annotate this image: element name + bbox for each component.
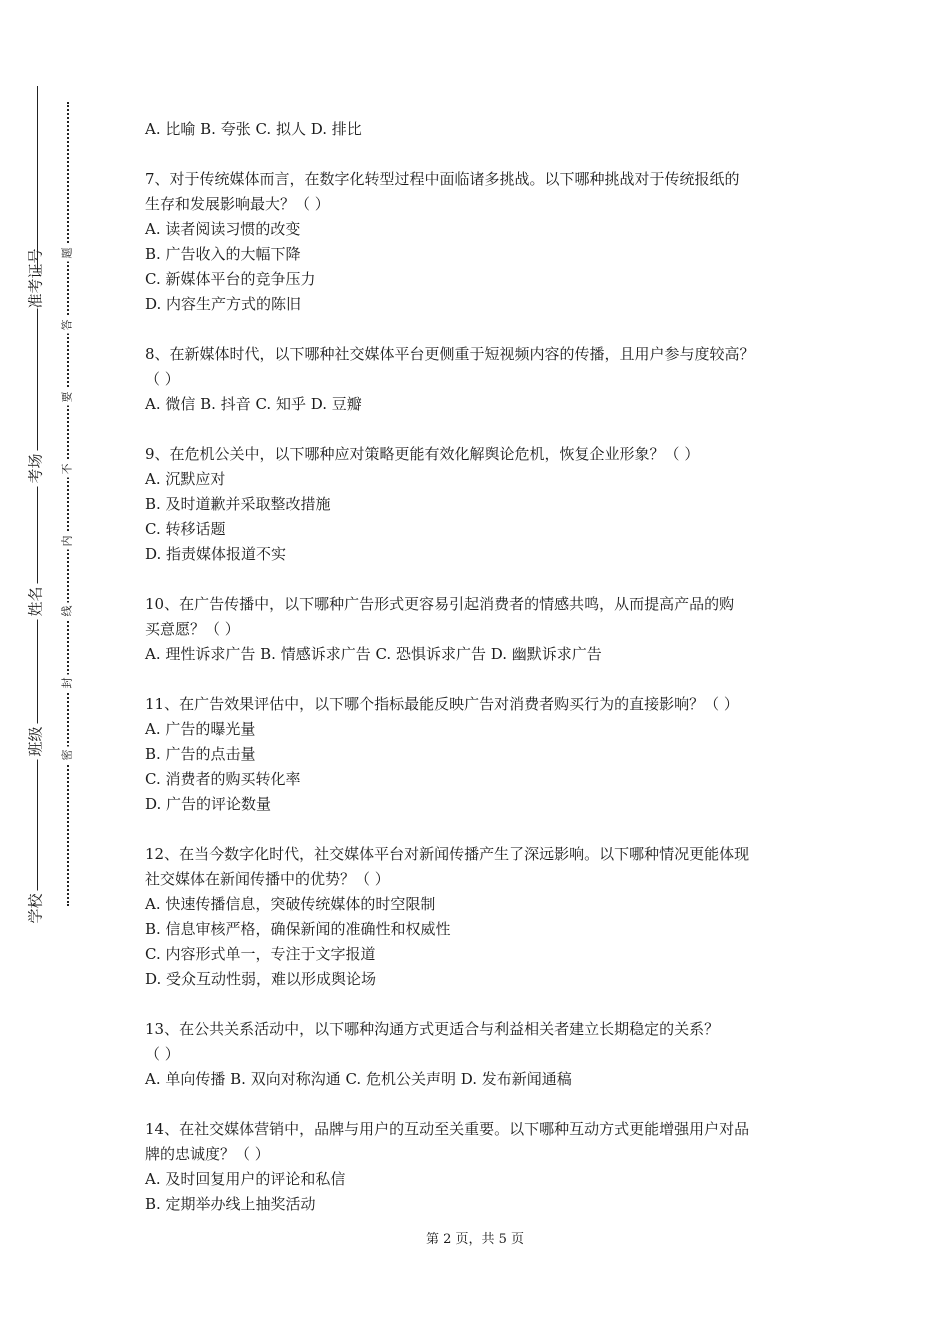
- question-stem: 8、在新媒体时代，以下哪种社交媒体平台更侧重于短视频内容的传播，且用户参与度较高？: [145, 345, 755, 363]
- option-d: D. 指责媒体报道不实: [145, 545, 287, 563]
- option-line: A. 微信 B. 抖音 C. 知乎 D. 豆瓣: [145, 395, 362, 413]
- option-b: B. 信息审核严格，确保新闻的准确性和权威性: [145, 920, 451, 938]
- question-10: [145, 592, 820, 667]
- option-a: A. 读者阅读习惯的改变: [145, 220, 301, 238]
- previous-question-options: [145, 117, 820, 142]
- school-label: 学校: [28, 891, 45, 927]
- page-footer: 第 2 页，共 5 页: [425, 1232, 525, 1247]
- option-a: A. 及时回复用户的评论和私信: [145, 1170, 346, 1188]
- option-b: B. 广告的点击量: [145, 745, 256, 763]
- option-c: C. 转移话题: [145, 520, 226, 538]
- option-line: A. 比喻 B. 夸张 C. 拟人 D. 排比: [145, 120, 362, 138]
- option-b: B. 及时道歉并采取整改措施: [145, 495, 331, 513]
- question-stem: （ ）: [145, 370, 180, 388]
- question-stem: 9、在危机公关中，以下哪种应对策略更能有效化解舆论危机，恢复企业形象？（ ）: [145, 445, 700, 463]
- seal-char: 要: [61, 389, 75, 406]
- option-c: C. 内容形式单一，专注于文字报道: [145, 945, 376, 963]
- seal-char: 线: [61, 603, 75, 620]
- exam-content: [145, 117, 820, 1242]
- seal-char: 不: [61, 461, 75, 478]
- question-stem: 12、在当今数字化时代，社交媒体平台对新闻传播产生了深远影响。以下哪种情况更能体现: [145, 845, 750, 863]
- question-stem: 7、对于传统媒体而言，在数字化转型过程中面临诸多挑战。以下哪种挑战对于传统报纸的: [145, 170, 740, 188]
- question-9: [145, 442, 820, 567]
- question-13: [145, 1017, 820, 1092]
- option-a: A. 沉默应对: [145, 470, 226, 488]
- seal-char: 题: [61, 245, 75, 262]
- seal-char: 密: [61, 747, 75, 764]
- exam-id-label: 准考证号: [26, 248, 45, 309]
- seal-dotted-line: [67, 102, 69, 906]
- option-line: A. 单向传播 B. 双向对称沟通 C. 危机公关声明 D. 发布新闻通稿: [145, 1070, 572, 1088]
- name-label: 姓名: [28, 584, 45, 620]
- option-b: B. 定期举办线上抽奖活动: [145, 1195, 316, 1213]
- question-stem: 买意愿？（ ）: [145, 620, 240, 638]
- question-8: [145, 342, 820, 417]
- question-stem: 社交媒体在新闻传播中的优势？（ ）: [145, 870, 390, 888]
- class-label: 班级: [28, 724, 45, 760]
- option-a: A. 广告的曝光量: [145, 720, 256, 738]
- option-c: C. 新媒体平台的竞争压力: [145, 270, 316, 288]
- question-stem: 牌的忠诚度？（ ）: [145, 1145, 270, 1163]
- binding-line: [37, 86, 38, 922]
- question-stem: （ ）: [145, 1045, 180, 1063]
- question-stem: 11、在广告效果评估中，以下哪个指标最能反映广告对消费者购买行为的直接影响？（ ）: [145, 695, 739, 713]
- question-stem: 13、在公共关系活动中，以下哪种沟通方式更适合与利益相关者建立长期稳定的关系？: [145, 1020, 720, 1038]
- option-d: D. 广告的评论数量: [145, 795, 272, 813]
- option-c: C. 消费者的购买转化率: [145, 770, 301, 788]
- question-stem: 14、在社交媒体营销中，品牌与用户的互动至关重要。以下哪种互动方式更能增强用户对品: [145, 1120, 750, 1138]
- question-7: [145, 167, 820, 317]
- question-14: [145, 1117, 820, 1217]
- option-a: A. 快速传播信息，突破传统媒体的时空限制: [145, 895, 436, 913]
- question-stem: 生存和发展影响最大？（ ）: [145, 195, 330, 213]
- seal-char: 封: [61, 675, 75, 692]
- question-stem: 10、在广告传播中，以下哪种广告形式更容易引起消费者的情感共鸣，从而提高产品的购: [145, 595, 735, 613]
- question-12: [145, 842, 820, 992]
- question-11: [145, 692, 820, 817]
- option-d: D. 受众互动性弱，难以形成舆论场: [145, 970, 377, 988]
- option-b: B. 广告收入的大幅下降: [145, 245, 301, 263]
- option-line: A. 理性诉求广告 B. 情感诉求广告 C. 恐惧诉求广告 D. 幽默诉求广告: [145, 645, 602, 663]
- exam-room-label: 考场: [28, 451, 45, 487]
- seal-char: 内: [61, 533, 75, 550]
- option-d: D. 内容生产方式的陈旧: [145, 295, 302, 313]
- seal-char: 答: [61, 317, 75, 334]
